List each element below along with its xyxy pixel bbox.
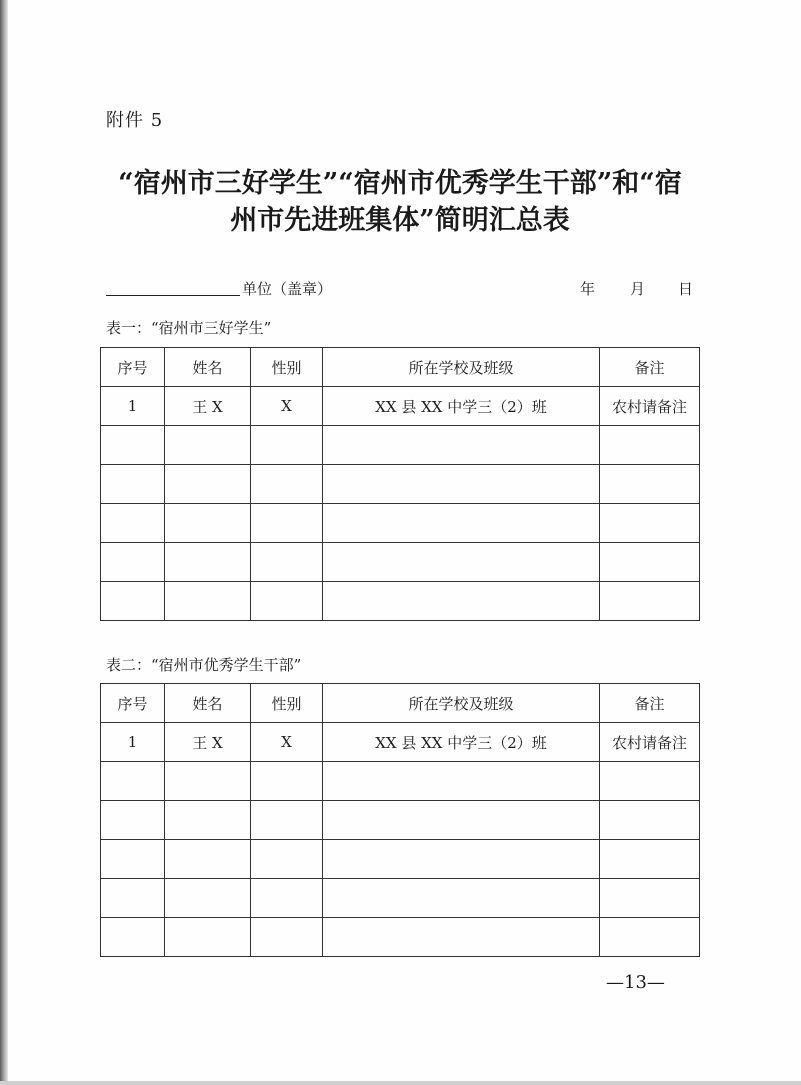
- unit-seal-label: 单位（盖章）: [242, 280, 333, 298]
- cell-gender: [251, 426, 323, 465]
- cell-name: [165, 504, 251, 543]
- table-row: [101, 840, 700, 879]
- table-2-outstanding-cadres: [100, 683, 700, 957]
- date-day-label: 日: [678, 280, 694, 298]
- cell-school-class: [323, 504, 600, 543]
- cell-serial-number: [101, 582, 165, 621]
- table-row: [101, 387, 700, 426]
- date-year-label: 年: [580, 280, 596, 298]
- cell-name: [165, 840, 251, 879]
- cell-name: [165, 879, 251, 918]
- cell-remarks: [600, 918, 700, 957]
- header-name: 姓名: [165, 684, 251, 723]
- header-name: 姓名: [165, 348, 251, 387]
- cell-remarks: [600, 504, 700, 543]
- header-gender: 性别: [251, 684, 323, 723]
- cell-name: [165, 465, 251, 504]
- cell-serial-number: [101, 762, 165, 801]
- date-month-label: 月: [630, 280, 646, 298]
- cell-name: 王 X: [165, 723, 251, 762]
- cell-school-class: XX 县 XX 中学三（2）班: [323, 723, 600, 762]
- cell-school-class: [323, 582, 600, 621]
- cell-remarks: [600, 582, 700, 621]
- cell-name: [165, 918, 251, 957]
- table-row: [101, 504, 700, 543]
- header-remarks: 备注: [600, 348, 700, 387]
- cell-school-class: [323, 801, 600, 840]
- cell-serial-number: 1: [101, 387, 165, 426]
- table-row: [101, 465, 700, 504]
- header-gender: 性别: [251, 348, 323, 387]
- cell-remarks: 农村请备注: [600, 723, 700, 762]
- scan-edge-shadow: [0, 0, 8, 1085]
- unit-name-blank: [106, 295, 240, 296]
- table-row: [101, 879, 700, 918]
- cell-school-class: [323, 465, 600, 504]
- cell-remarks: [600, 840, 700, 879]
- cell-remarks: [600, 543, 700, 582]
- table-row: [101, 426, 700, 465]
- table-row: [101, 723, 700, 762]
- table-header-row: [101, 684, 700, 723]
- table-row: [101, 762, 700, 801]
- cell-serial-number: [101, 543, 165, 582]
- cell-school-class: [323, 918, 600, 957]
- scan-edge-bottom: [0, 1081, 801, 1085]
- cell-remarks: [600, 465, 700, 504]
- table-1-outstanding-students: [100, 347, 700, 621]
- cell-name: [165, 801, 251, 840]
- table-row: [101, 918, 700, 957]
- table-row: [101, 801, 700, 840]
- cell-serial-number: [101, 465, 165, 504]
- cell-remarks: [600, 762, 700, 801]
- cell-serial-number: [101, 879, 165, 918]
- cell-serial-number: [101, 801, 165, 840]
- document-title-line-2: 州市先进班集体”简明汇总表: [230, 205, 570, 236]
- table-row: [101, 582, 700, 621]
- cell-school-class: [323, 543, 600, 582]
- table-1-caption: 表一：“宿州市三好学生”: [106, 319, 272, 337]
- cell-serial-number: [101, 918, 165, 957]
- header-remarks: 备注: [600, 684, 700, 723]
- cell-name: [165, 426, 251, 465]
- cell-gender: [251, 918, 323, 957]
- cell-school-class: [323, 879, 600, 918]
- attachment-label: 附件 5: [106, 110, 164, 131]
- cell-gender: X: [251, 387, 323, 426]
- cell-name: [165, 762, 251, 801]
- cell-name: 王 X: [165, 387, 251, 426]
- cell-remarks: [600, 426, 700, 465]
- cell-remarks: 农村请备注: [600, 387, 700, 426]
- header-school-class: 所在学校及班级: [323, 684, 600, 723]
- table-row: [101, 543, 700, 582]
- cell-gender: [251, 582, 323, 621]
- cell-name: [165, 543, 251, 582]
- page-number: —13—: [606, 972, 665, 993]
- table-2-caption: 表二：“宿州市优秀学生干部”: [106, 656, 302, 674]
- cell-remarks: [600, 801, 700, 840]
- cell-remarks: [600, 879, 700, 918]
- cell-name: [165, 582, 251, 621]
- table-header-row: [101, 348, 700, 387]
- cell-gender: [251, 879, 323, 918]
- cell-serial-number: [101, 426, 165, 465]
- cell-gender: [251, 543, 323, 582]
- document-title-line-1: “宿州市三好学生”“宿州市优秀学生干部”和“宿: [118, 168, 682, 199]
- cell-serial-number: [101, 504, 165, 543]
- header-school-class: 所在学校及班级: [323, 348, 600, 387]
- cell-gender: [251, 801, 323, 840]
- cell-gender: [251, 504, 323, 543]
- cell-gender: X: [251, 723, 323, 762]
- cell-gender: [251, 762, 323, 801]
- unit-seal-line: [106, 278, 696, 302]
- header-serial-number: 序号: [101, 348, 165, 387]
- cell-gender: [251, 465, 323, 504]
- cell-school-class: XX 县 XX 中学三（2）班: [323, 387, 600, 426]
- cell-serial-number: 1: [101, 723, 165, 762]
- cell-school-class: [323, 426, 600, 465]
- cell-school-class: [323, 840, 600, 879]
- cell-school-class: [323, 762, 600, 801]
- cell-gender: [251, 840, 323, 879]
- cell-serial-number: [101, 840, 165, 879]
- header-serial-number: 序号: [101, 684, 165, 723]
